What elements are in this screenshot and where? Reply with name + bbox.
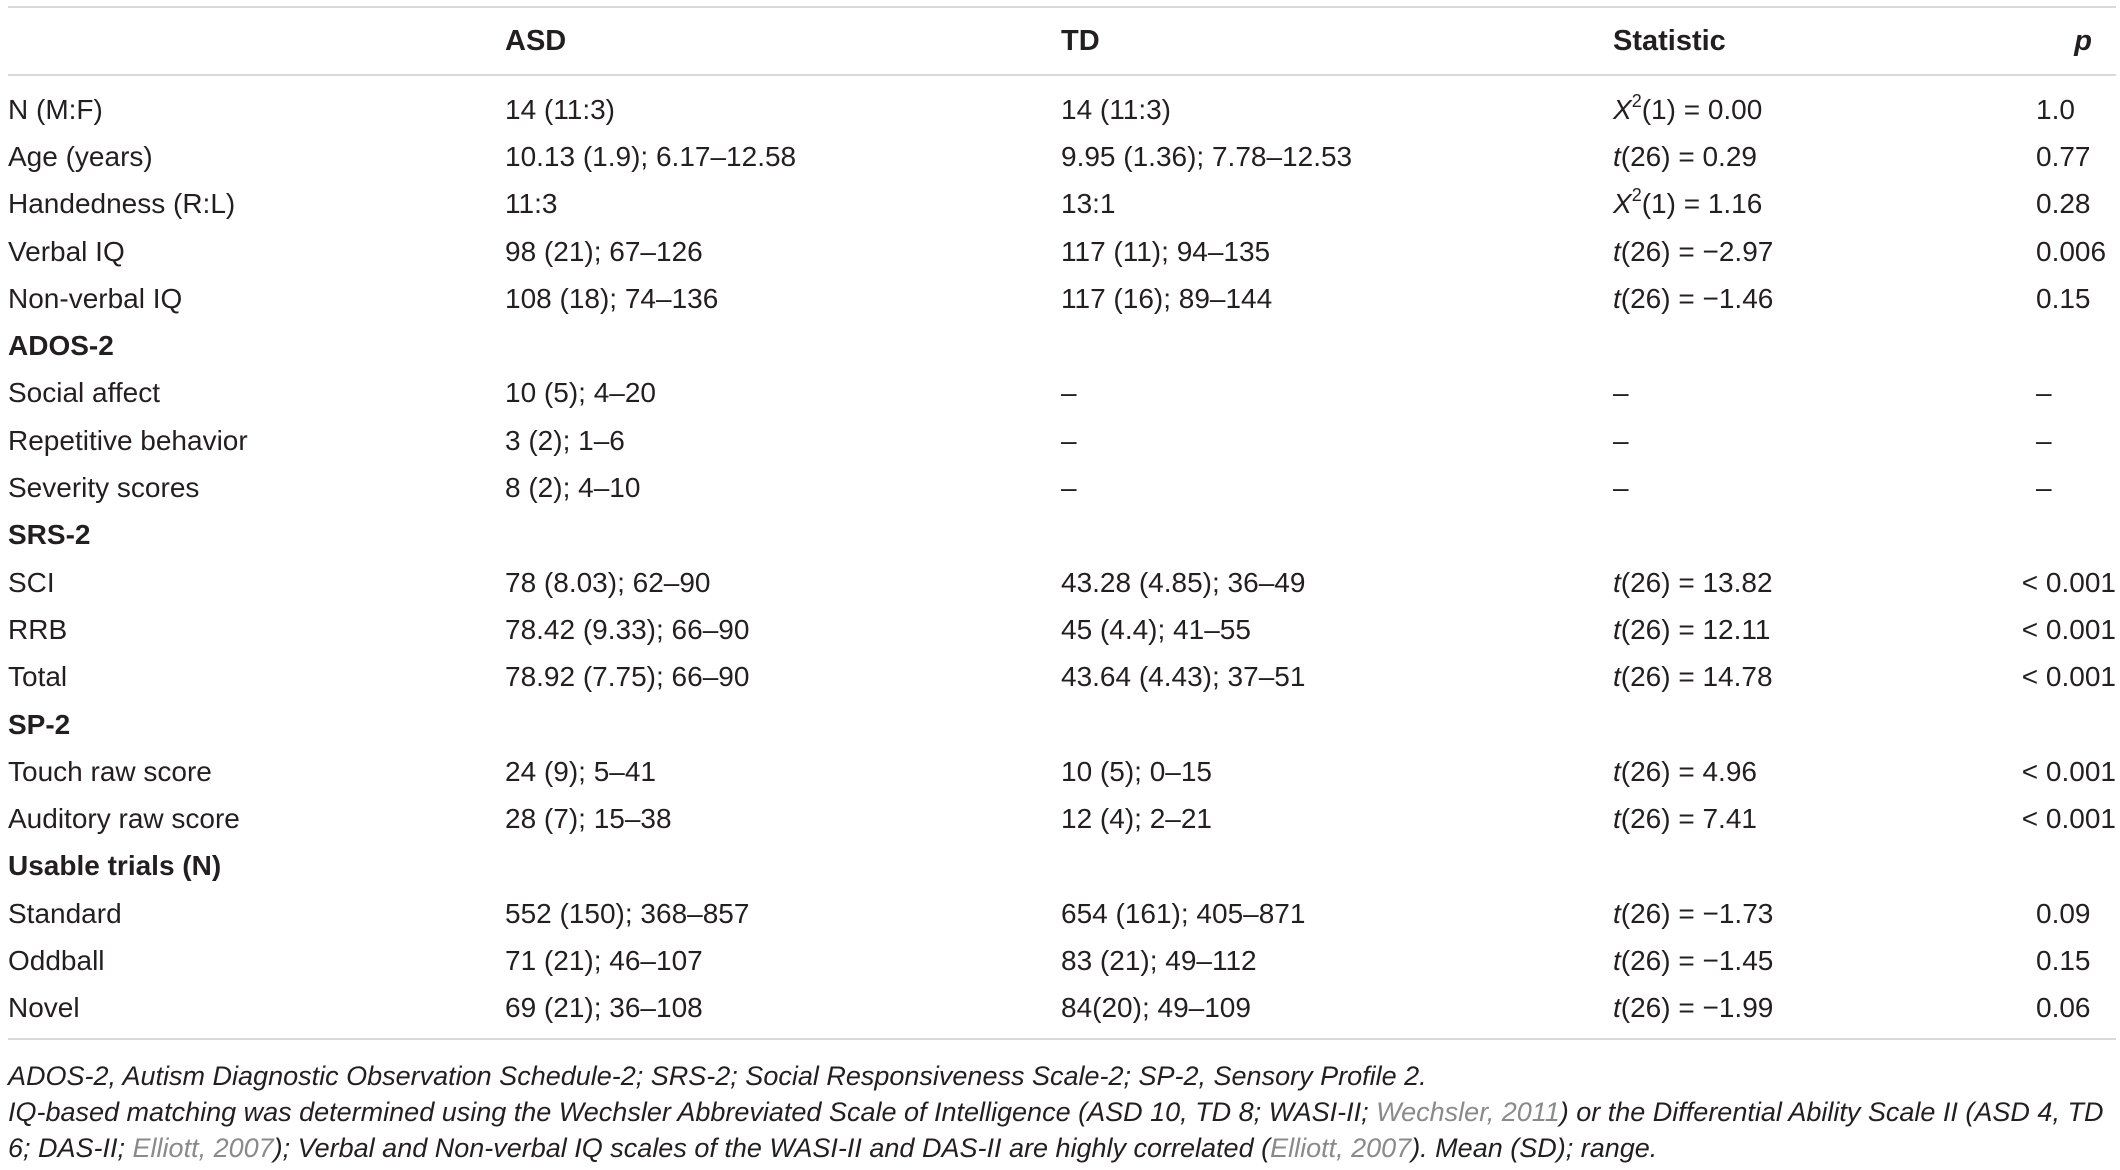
td-value: 117 (11); 94–135 <box>1061 235 1271 267</box>
statistic-text: (26) = 13.82 <box>1620 566 1773 598</box>
header-asd: ASD <box>505 7 1061 75</box>
statistic-symbol: X <box>1613 188 1632 220</box>
statistic-text: (1) = 1.16 <box>1641 188 1763 220</box>
p-value <box>2016 654 2116 701</box>
asd-value: 10 (5); 4–20 <box>505 377 656 409</box>
statistic-value <box>1613 181 2016 228</box>
td-value: 45 (4.4); 41–55 <box>1061 613 1251 645</box>
td-value: 83 (21); 49–112 <box>1061 944 1257 976</box>
statistic-text: (26) = −2.97 <box>1620 235 1774 267</box>
row-label: Oddball <box>8 944 105 976</box>
td-value: 117 (16); 89–144 <box>1061 282 1273 314</box>
table-row <box>8 890 2116 937</box>
footnote-abbreviations: ADOS-2, Autism Diagnostic Observation Schedule-2; SRS-2; Social Responsiveness Scale-2; SP-2, Sensory Profile 2. <box>8 1061 1427 1091</box>
statistic-value <box>1613 795 2016 842</box>
asd-value: 10.13 (1.9); 6.17–12.58 <box>505 140 797 172</box>
p-value-text: < 0.001 <box>2021 803 2116 835</box>
statistic-symbol: t <box>1613 944 1621 976</box>
p-value-text: < 0.001 <box>2021 755 2116 787</box>
p-value <box>2016 937 2116 984</box>
statistic-value <box>1613 464 2016 511</box>
row-label: Age (years) <box>8 140 153 172</box>
p-value-text: 0.77 <box>2036 140 2091 172</box>
table-row <box>8 75 2116 133</box>
td-value: – <box>1061 472 1077 504</box>
td-value: – <box>1061 424 1077 456</box>
td-value: – <box>1061 377 1077 409</box>
statistic-value <box>1613 417 2016 464</box>
p-value-text: – <box>2036 424 2052 456</box>
header-row <box>8 7 2116 75</box>
statistic-text: (26) = −1.46 <box>1620 282 1774 314</box>
row-label: N (M:F) <box>8 93 103 125</box>
p-value <box>2016 275 2116 322</box>
header-statistic: Statistic <box>1613 7 2016 75</box>
table-row <box>8 133 2116 180</box>
td-value: 43.28 (4.85); 36–49 <box>1061 566 1306 598</box>
statistic-text: – <box>1613 472 1629 504</box>
reference-link[interactable]: Elliott, 2007 <box>1270 1133 1412 1163</box>
row-label: Auditory raw score <box>8 803 240 835</box>
statistic-text: (26) = −1.45 <box>1620 944 1774 976</box>
p-value-text: < 0.001 <box>2021 661 2116 693</box>
p-value <box>2016 228 2116 275</box>
p-value-text: < 0.001 <box>2021 613 2116 645</box>
statistic-symbol: t <box>1613 235 1621 267</box>
statistic-value <box>1613 606 2016 653</box>
statistic-text: – <box>1613 424 1629 456</box>
asd-value: 108 (18); 74–136 <box>505 282 719 314</box>
header-p: p <box>2016 7 2116 75</box>
asd-value: 3 (2); 1–6 <box>505 424 625 456</box>
asd-value: 78.42 (9.33); 66–90 <box>505 613 750 645</box>
statistic-symbol: X <box>1613 93 1632 125</box>
statistic-value <box>1613 275 2016 322</box>
table-row <box>8 606 2116 653</box>
statistic-symbol: t <box>1613 803 1621 835</box>
statistic-text: (26) = −1.73 <box>1620 897 1774 929</box>
statistic-superscript: 2 <box>1631 90 1642 111</box>
table-row <box>8 228 2116 275</box>
p-value-text: 0.28 <box>2036 188 2091 220</box>
statistic-symbol: t <box>1613 897 1621 929</box>
td-value: 654 (161); 405–871 <box>1061 897 1306 929</box>
row-label: Standard <box>8 897 122 929</box>
header-label <box>8 7 505 75</box>
row-label: Severity scores <box>8 472 200 504</box>
asd-value: 71 (21); 46–107 <box>505 944 703 976</box>
asd-value: 8 (2); 4–10 <box>505 472 641 504</box>
asd-value: 14 (11:3) <box>505 93 615 125</box>
statistic-value <box>1613 985 2016 1039</box>
row-label: RRB <box>8 613 68 645</box>
section-row <box>8 701 2116 748</box>
statistic-text: – <box>1613 377 1629 409</box>
table-row <box>8 181 2116 228</box>
statistic-symbol: t <box>1613 140 1621 172</box>
statistic-symbol: t <box>1613 613 1621 645</box>
row-label: Total <box>8 661 68 693</box>
td-value: 9.95 (1.36); 7.78–12.53 <box>1061 140 1353 172</box>
td-value: 12 (4); 2–21 <box>1061 803 1212 835</box>
table-body <box>8 75 2116 1039</box>
section-heading: ADOS-2 <box>8 330 114 362</box>
p-value <box>2016 181 2116 228</box>
statistic-value <box>1613 890 2016 937</box>
table-row <box>8 275 2116 322</box>
row-label: Touch raw score <box>8 755 212 787</box>
table-row <box>8 464 2116 511</box>
p-value <box>2016 370 2116 417</box>
row-label: Social affect <box>8 377 161 409</box>
section-row <box>8 322 2116 369</box>
table-footnote <box>8 1058 2114 1166</box>
section-heading: SP-2 <box>8 708 71 740</box>
td-value: 14 (11:3) <box>1061 93 1171 125</box>
statistic-text: (1) = 0.00 <box>1641 93 1763 125</box>
reference-link[interactable]: Elliott, 2007 <box>132 1133 274 1163</box>
td-value: 13:1 <box>1061 188 1116 220</box>
p-value <box>2016 890 2116 937</box>
statistic-text: (26) = 12.11 <box>1620 613 1771 645</box>
footnote-text: ) or the Differential Ability Scale II (ASD 4, TD 6; DAS-II; <box>8 1097 2104 1163</box>
statistic-symbol: t <box>1613 992 1621 1024</box>
row-label: Novel <box>8 992 80 1024</box>
statistic-text: (26) = 4.96 <box>1620 755 1757 787</box>
asd-value: 24 (9); 5–41 <box>505 755 656 787</box>
statistic-symbol: t <box>1613 661 1621 693</box>
table-row <box>8 654 2116 701</box>
p-value <box>2016 133 2116 180</box>
asd-value: 28 (7); 15–38 <box>505 803 672 835</box>
statistic-value <box>1613 748 2016 795</box>
statistic-text: (26) = 0.29 <box>1620 140 1757 172</box>
asd-value: 78 (8.03); 62–90 <box>505 566 711 598</box>
p-value <box>2016 464 2116 511</box>
row-label: SCI <box>8 566 55 598</box>
statistic-text: (26) = 7.41 <box>1620 803 1757 835</box>
table-row <box>8 937 2116 984</box>
statistic-symbol: t <box>1613 755 1621 787</box>
statistic-symbol: t <box>1613 566 1621 598</box>
p-value <box>2016 417 2116 464</box>
asd-value: 69 (21); 36–108 <box>505 992 703 1024</box>
table-row <box>8 985 2116 1039</box>
td-value: 10 (5); 0–15 <box>1061 755 1212 787</box>
table-row <box>8 370 2116 417</box>
p-value-text: – <box>2036 472 2052 504</box>
table-row <box>8 795 2116 842</box>
statistic-value <box>1613 559 2016 606</box>
asd-value: 552 (150); 368–857 <box>505 897 750 929</box>
footnote-iq-matching <box>8 1094 2114 1166</box>
p-value-text: 0.09 <box>2036 897 2091 929</box>
p-value-text: 0.15 <box>2036 282 2091 314</box>
asd-value: 78.92 (7.75); 66–90 <box>505 661 750 693</box>
section-heading: Usable trials (N) <box>8 850 222 882</box>
statistic-symbol: t <box>1613 282 1621 314</box>
footnote-text: IQ-based matching was determined using the Wechsler Abbreviated Scale of Intelligence (ASD 10, TD 8; WASI-II; <box>8 1097 1377 1127</box>
statistic-value <box>1613 370 2016 417</box>
section-heading: SRS-2 <box>8 519 91 551</box>
p-value-text: 0.006 <box>2036 235 2107 267</box>
p-value-text: < 0.001 <box>2021 566 2116 598</box>
asd-value: 11:3 <box>505 188 558 220</box>
table-row <box>8 748 2116 795</box>
row-label: Verbal IQ <box>8 235 125 267</box>
section-row <box>8 512 2116 559</box>
p-value-text: 1.0 <box>2036 93 2075 125</box>
demographics-table <box>8 6 2116 1040</box>
p-value <box>2016 748 2116 795</box>
statistic-value <box>1613 133 2016 180</box>
td-value: 84(20); 49–109 <box>1061 992 1251 1024</box>
statistic-value <box>1613 937 2016 984</box>
row-label: Repetitive behavior <box>8 424 248 456</box>
p-value-text: – <box>2036 377 2052 409</box>
table-row <box>8 559 2116 606</box>
p-value-text: 0.06 <box>2036 992 2091 1024</box>
asd-value: 98 (21); 67–126 <box>505 235 703 267</box>
td-value: 43.64 (4.43); 37–51 <box>1061 661 1306 693</box>
row-label: Non-verbal IQ <box>8 282 183 314</box>
p-value <box>2016 795 2116 842</box>
p-value <box>2016 606 2116 653</box>
statistic-value <box>1613 75 2016 133</box>
header-td: TD <box>1061 7 1613 75</box>
statistic-text: (26) = −1.99 <box>1620 992 1774 1024</box>
statistic-superscript: 2 <box>1631 185 1642 206</box>
footnote-text: ). Mean (SD); range. <box>1411 1133 1658 1163</box>
row-label: Handedness (R:L) <box>8 188 236 220</box>
statistic-value <box>1613 228 2016 275</box>
section-row <box>8 843 2116 890</box>
reference-link[interactable]: Wechsler, 2011 <box>1376 1097 1560 1127</box>
statistic-value <box>1613 654 2016 701</box>
p-value <box>2016 75 2116 133</box>
p-value-text: 0.15 <box>2036 944 2091 976</box>
footnote-text: ); Verbal and Non-verbal IQ scales of the WASI-II and DAS-II are highly correlated ( <box>273 1133 1271 1163</box>
p-value <box>2016 559 2116 606</box>
table-row <box>8 417 2116 464</box>
statistic-text: (26) = 14.78 <box>1620 661 1773 693</box>
p-value <box>2016 985 2116 1039</box>
